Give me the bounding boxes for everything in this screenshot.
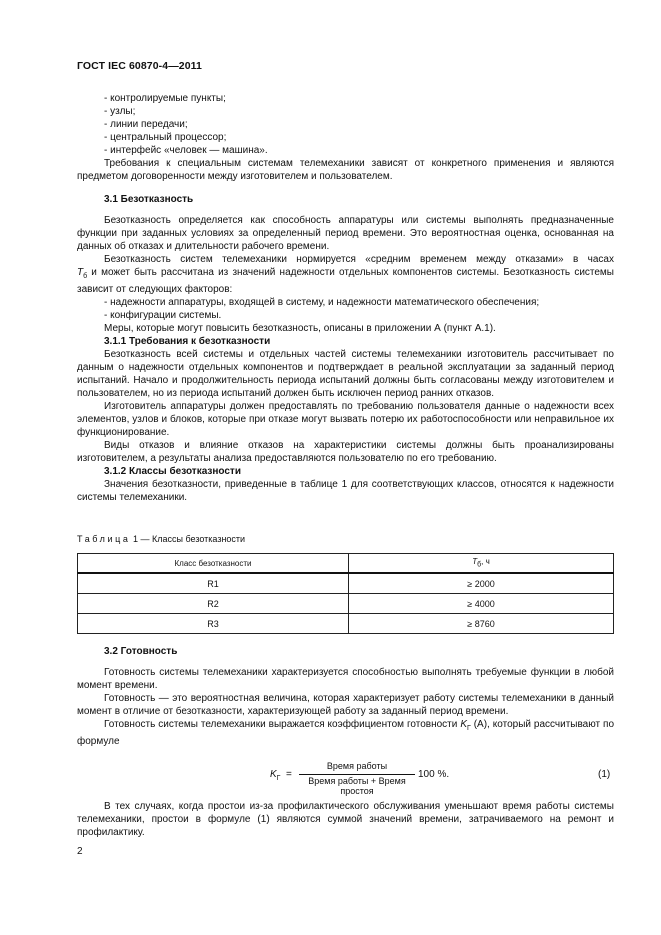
list-item: - узлы; xyxy=(104,106,136,117)
formula-denominator: Время работы + Время простоя xyxy=(308,776,406,796)
table-cell: R1 xyxy=(78,573,349,594)
main-text xyxy=(77,92,614,504)
paragraph: Готовность системы телемеханики выражается коэффициентом готовности $K_Г$ (А), который рассчитывают по формуле xyxy=(77,719,615,747)
page-number: 2 xyxy=(77,846,83,857)
formula-numerator: Время работы xyxy=(326,761,388,771)
closing-text xyxy=(77,800,614,839)
paragraph: Готовность — это вероятностная величина, которая характеризует работу системы телемеханики в данный момент в отличие от безотказности, характеризующей работу за заданный период времени. xyxy=(77,693,614,717)
paragraph: Безотказность систем телемеханики нормируется «средним временем между отказами» в часах xyxy=(104,254,614,265)
paragraph: Меры, которые могут повысить безотказность, описаны в приложении А (пункт А.1). xyxy=(104,323,496,334)
table-row xyxy=(78,573,614,594)
paragraph: Готовность системы телемеханики характеризуется способностью выполнять требуемые функции в любой момент времени. xyxy=(77,667,614,691)
formula-1 xyxy=(0,761,661,796)
reliability-classes-table xyxy=(77,553,614,634)
paragraph: $T_б$ и может быть рассчитана из значений надежности отдельных компонентов системы. Безотказность системы зависит от следующих факторов: xyxy=(77,267,614,295)
formula-number: (1) xyxy=(598,769,611,780)
table-header-cell: Класс безотказности xyxy=(78,554,349,574)
table-cell: ≥ 4000 xyxy=(349,594,614,614)
list-item: - интерфейс «человек — машина». xyxy=(104,145,268,156)
document-header: ГОСТ IEC 60870-4—2011 xyxy=(77,60,202,72)
section-3-2-text xyxy=(77,645,614,748)
table-row xyxy=(78,614,614,634)
list-item: - линии передачи; xyxy=(104,119,188,130)
list-item: - контролируемые пункты; xyxy=(104,93,226,104)
section-heading-3-1: 3.1 Безотказность xyxy=(104,194,194,205)
table-cell: ≥ 8760 xyxy=(349,614,614,634)
paragraph: Виды отказов и влияние отказов на характеристики системы должны быть проанализированы изготовителем, а результаты анализа предоставляются пользователю по его требованию. xyxy=(77,440,614,464)
list-item: - центральный процессор; xyxy=(104,132,227,143)
paragraph: Значения безотказности, приведенные в таблице 1 для соответствующих классов, относятся к надежности системы телемеханики. xyxy=(77,479,614,503)
paragraph: Изготовитель аппаратуры должен предоставлять по требованию пользователя данные о надежности всех элементов, узлов и блоков, которые при отказе могут вызвать потерю их работоспособности или неправильное их функционирование. xyxy=(77,401,614,438)
paragraph: Безотказность всей системы и отдельных частей системы телемеханики изготовитель рассчитывает по данным о надежности отдельных компонентов и подтверждает в реальной эксплуатации за заданный период испытаний. Начало и продолжительность периода испытаний должны быть согласованы между изготовителем и пользователем, но из периода испытаний должен быть исключен период ранних отказов. xyxy=(77,349,614,399)
paragraph: Безотказность определяется как способность аппаратуры или системы выполнять предназначенные функции при заданных условиях за определенный период времени. Это вероятностная оценка, основанная на данных об отказах и длительности рабочего времени. xyxy=(77,215,614,252)
paragraph: Требования к специальным системам телемеханики зависят от конкретного применения и являются предметом договоренности между изготовителем и пользователем. xyxy=(77,158,614,182)
section-heading-3-2: 3.2 Готовность xyxy=(104,646,178,657)
list-item: - надежности аппаратуры, входящей в систему, и надежности математического обеспечения; xyxy=(104,297,540,308)
table-row xyxy=(78,594,614,614)
formula-lhs: $K_Г$ xyxy=(270,769,281,782)
list-item: - конфигурации системы. xyxy=(104,310,222,321)
formula-equals: = xyxy=(286,769,292,780)
table-cell: ≥ 2000 xyxy=(349,573,614,594)
formula-tail: 100 %. xyxy=(418,769,450,780)
table-caption: Таблица 1 — Классы безотказности xyxy=(77,534,246,544)
paragraph: В тех случаях, когда простои из-за профилактического обслуживания уменьшают время работы системы телемеханики, простои в формуле (1) являются суммой значений времени, затрачиваемого на ремонт и профилактику. xyxy=(77,801,614,838)
table-cell: R3 xyxy=(78,614,349,634)
fraction-bar xyxy=(299,774,415,775)
section-heading-3-1-1: 3.1.1 Требования к безотказности xyxy=(104,336,271,347)
section-heading-3-1-2: 3.1.2 Классы безотказности xyxy=(104,466,241,477)
table-cell: R2 xyxy=(78,594,349,614)
table-header-cell: $T_б$, ч xyxy=(349,554,614,574)
